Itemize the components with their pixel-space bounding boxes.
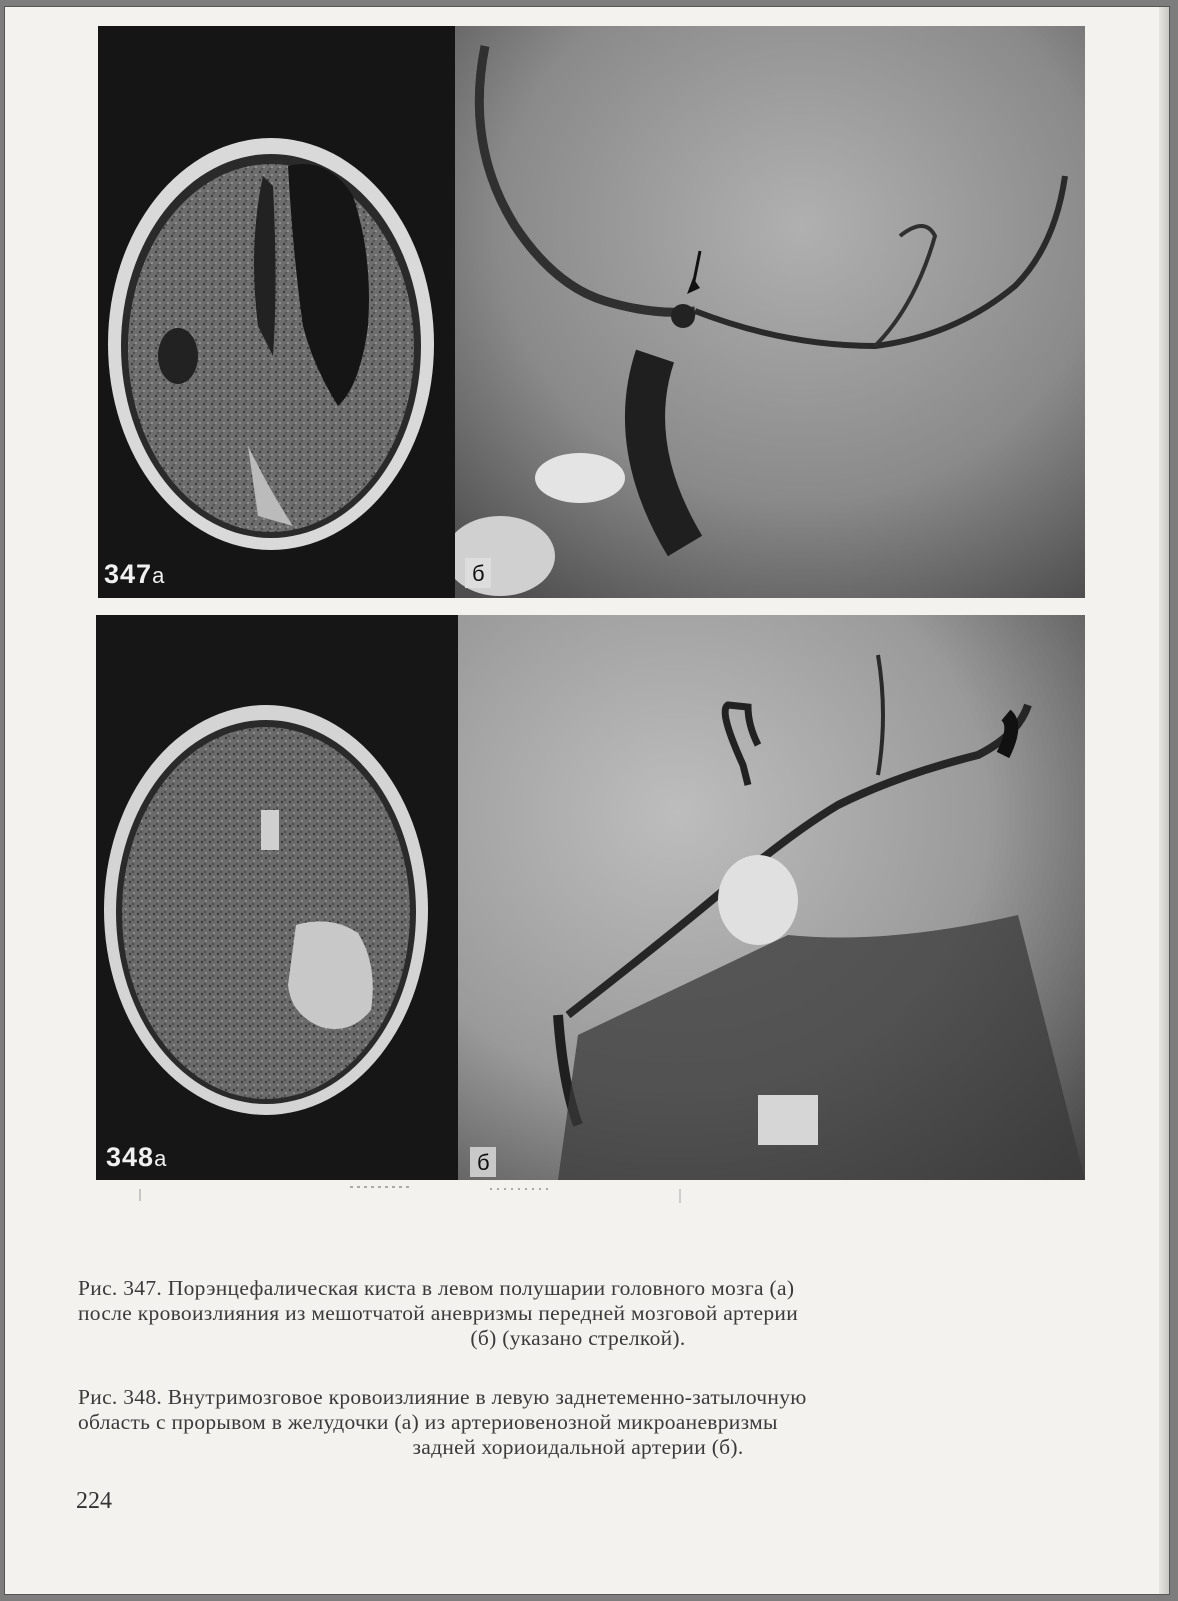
figure-347-panel-b-label: б (469, 562, 488, 586)
panel-letter: а (152, 563, 165, 588)
figure-divider (98, 604, 1085, 612)
caption-line: Рис. 348. Внутримозговое кровоизлияние в левую заднетеменно-затылочную (78, 1385, 807, 1409)
caption-line: (б) (указано стрелкой). (470, 1326, 686, 1350)
panel-letter: а (154, 1146, 167, 1171)
figure-347-panel-a-label (104, 559, 164, 590)
page-number: 224 (76, 1488, 112, 1514)
figure-347a-ct-scan (98, 26, 455, 598)
caption-line: область с прорывом в желудочки (а) из артериовенозной микроаневризмы (78, 1410, 778, 1434)
figure-348a-ct-scan (96, 615, 458, 1180)
figure-348-panel-b-label: б (474, 1151, 493, 1175)
figure-number: 348 (106, 1142, 155, 1172)
figure-348-panel-a-label (106, 1142, 166, 1173)
figure-number: 347 (104, 559, 153, 589)
figure-348-caption (78, 1385, 1078, 1460)
caption-line: после кровоизлияния из мешотчатой аневризмы передней мозговой артерии (78, 1301, 799, 1325)
figure-348b-angiogram (458, 615, 1085, 1180)
caption-line: задней хориоидальной артерии (б). (412, 1435, 744, 1459)
figure-347-caption (78, 1276, 1078, 1351)
page-edge-shadow (1159, 7, 1169, 1594)
caption-line: Рис. 347. Порэнцефалическая киста в левом полушарии головного мозга (а) (78, 1276, 795, 1300)
print-scan-marks (110, 1183, 710, 1205)
figure-347b-angiogram (455, 26, 1085, 598)
